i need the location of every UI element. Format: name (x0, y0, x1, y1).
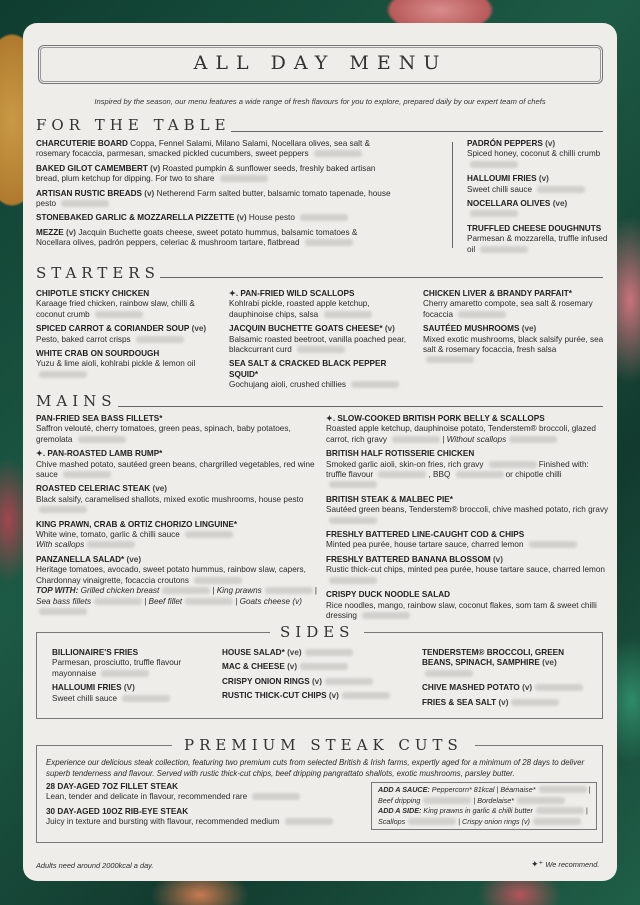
item-description (36, 424, 321, 445)
item-tag: (v) (311, 676, 322, 686)
description-text: Roasted pumpkin & sunflower seeds, freshly baked artisan bread, plum ketchup for dipping. For two to share (36, 163, 376, 184)
menu-item (36, 449, 321, 480)
description-text: Black salsify, caramelised shallots, mixed exotic mushrooms, house pesto (36, 494, 304, 504)
item-name: HALLOUMI FRIES (467, 174, 537, 184)
price-blurred (351, 381, 399, 388)
price-blurred (95, 311, 143, 318)
menu-item (326, 414, 611, 445)
menu-intro: Inspired by the season, our menu features a wide range of fresh flavours for you to explore, prepared daily by our expert team of chefs (94, 97, 546, 106)
price-blurred (458, 311, 506, 318)
description-text: Kohlrabi pickle, roasted apple ketchup, dauphinoise chips, salsa (229, 299, 370, 319)
price-blurred (39, 371, 87, 378)
price-blurred (489, 461, 537, 468)
menu-item (326, 555, 611, 586)
recommended-icon: ✦. (326, 414, 338, 423)
item-description (467, 209, 609, 219)
table-left-column (36, 139, 392, 253)
description-text: Gochujang aioli, crushed chillies (229, 380, 346, 390)
price-blurred (539, 786, 587, 793)
item-name: CRISPY DUCK NOODLE SALAD (326, 590, 451, 600)
menu-item (36, 289, 221, 320)
price-blurred (305, 649, 353, 656)
price-blurred (122, 695, 170, 702)
item-name: SLOW-COOKED BRITISH PORK BELLY & SCALLOPS (337, 414, 545, 423)
menu-item (422, 648, 597, 679)
item-description (229, 380, 414, 390)
item-description (36, 495, 321, 516)
item-name: SPICED CARROT & CORIANDER SOUP (36, 324, 190, 334)
menu-item (326, 530, 611, 551)
mains-column (36, 414, 321, 621)
description-text: Rice noodles, mango, rainbow slaw, coconut flakes, som tam & sweet chilli dressing (326, 600, 597, 620)
addon-option: | Crispy onion rings (v) (458, 816, 530, 826)
description-text: Parmesan, prosciutto, truffle flavour mayonnaise (52, 658, 182, 678)
item-description (229, 335, 414, 356)
item-name: WHITE CRAB ON SOURDOUGH (36, 349, 160, 359)
item-description (326, 540, 611, 550)
item-name: MEZZE (36, 227, 64, 237)
item-name: FRIES & SEA SALT (422, 697, 497, 707)
item-tag: (v) (522, 683, 533, 693)
description-text: Jacquin Buchette goats cheese, sweet potato hummus, balsamic tomatoes & Nocellara olives, padrón peppers, celeriac & mushroom tartare, flatbread (36, 227, 358, 248)
menu-item (36, 213, 392, 223)
addon-label: ADD A SAUCE: (378, 785, 430, 794)
menu-item (36, 139, 392, 160)
item-tag: (ve) (191, 324, 207, 334)
description-text: Yuzu & lime aioli, kohlrabi pickle & lemon oil (36, 359, 196, 369)
price-blurred (517, 797, 565, 804)
item-name: RUSTIC THICK-CUT CHIPS (222, 691, 327, 701)
table-right-column (467, 139, 609, 259)
addon-line (378, 806, 594, 827)
description-text: Sweet chilli sauce (467, 184, 533, 194)
item-description (422, 669, 597, 679)
description-text: Karaage fried chicken, rainbow slaw, chilli & coconut crumb (36, 299, 195, 319)
item-name: CHICKEN LIVER & BRANDY PARFAIT* (423, 289, 572, 298)
item-name: PAN-FRIED SEA BASS FILLETS* (36, 414, 163, 423)
item-description (36, 565, 321, 586)
description-text: Coppa, Fennel Salami, Milano Salami, Nocellara olives, sea salt & rosemary focaccia, parmesan, smacked pickled cucumbers, sweet peppers (36, 139, 370, 159)
price-blurred (509, 436, 557, 443)
item-description (36, 359, 221, 380)
addon-option: King prawns in garlic & chilli butter (423, 806, 533, 815)
item-name: SEA SALT & CRACKED BLACK PEPPER SQUID* (229, 359, 387, 379)
menu-item (422, 683, 597, 693)
addons (378, 785, 594, 827)
price-blurred (378, 471, 426, 478)
menu-item (36, 414, 321, 445)
price-blurred (470, 161, 518, 168)
price-blurred (314, 150, 362, 157)
item-name: ARTISAN RUSTIC BREADS (36, 188, 142, 198)
item-name: PAN-FRIED WILD SCALLOPS (240, 289, 355, 298)
menu-item (36, 164, 392, 185)
price-blurred (425, 670, 473, 677)
top-with-label: TOP WITH: (36, 586, 79, 596)
section-heading-mains: MAINS (36, 392, 117, 410)
menu-item (423, 324, 609, 366)
item-description (46, 792, 346, 802)
item-tag: (v) (538, 174, 549, 184)
description-text: Juicy in texture and bursting with flavour, recommended medium (46, 817, 280, 827)
menu-item (222, 648, 412, 658)
extra-option: | Sea bass fillets (36, 586, 317, 606)
item-tag: (v) (236, 213, 247, 223)
divider (156, 277, 603, 278)
price-blurred (63, 471, 111, 478)
description-text: Spiced honey, coconut & chilli crumb (467, 149, 601, 159)
price-blurred (470, 210, 518, 217)
price-blurred (185, 598, 233, 605)
price-blurred (423, 797, 471, 804)
item-description (423, 299, 609, 320)
addon-option: Peppercorn* 81kcal | Béarnaise* (431, 785, 536, 794)
item-description (326, 505, 611, 526)
description-text: Finished with: truffle flavour (326, 459, 589, 480)
menu-item (229, 324, 414, 355)
description-text: Rustic thick-cut chips, minted pea purée, house tartare sauce, charred lemon (326, 565, 605, 575)
description-text: Pesto, baked carrot crisps (36, 334, 131, 344)
extra-option: | Beef fillet (144, 596, 183, 606)
price-blurred (78, 436, 126, 443)
item-tag: (ve) (287, 648, 302, 657)
description-text: Sweet chilli sauce (52, 693, 118, 703)
description-text: Balsamic roasted beetroot, vanilla poached pear, blackcurrant curd (229, 334, 407, 355)
price-blurred (536, 807, 584, 814)
kcal-note: Adults need around 2000kcal a day. (36, 861, 154, 870)
item-name: CRISPY ONION RINGS (222, 676, 310, 686)
divider (118, 406, 603, 407)
price-blurred (426, 356, 474, 363)
recommended-icon: ✦. (36, 449, 48, 459)
description-text: , BBQ (428, 470, 451, 480)
item-name: CHARCUTERIE BOARD (36, 139, 128, 148)
divider (218, 131, 603, 132)
description-text: Netherend Farm salted butter, balsamic tomato tapenade, house pesto (36, 188, 391, 209)
description-text: Saffron velouté, cherry tomatoes, green peas, spinach, baby potatoes, gremolata (36, 424, 291, 444)
menu-item (467, 199, 609, 220)
item-name: JACQUIN BUCHETTE GOATS CHEESE* (229, 324, 383, 334)
item-tag: (ve) (126, 554, 142, 564)
page-title: ALL DAY MENU (193, 52, 448, 74)
price-blurred (94, 598, 142, 605)
menu-item (467, 139, 609, 170)
price-blurred (39, 506, 87, 513)
price-blurred (305, 239, 353, 246)
description-text: Roasted apple ketchup, dauphinoise potato, Tenderstem® broccoli, glazed carrot, rich gravy (326, 424, 596, 444)
description-text: Sautéed green beans, Tenderstem® broccoli, chive mashed potato, rich gravy (326, 505, 609, 515)
item-description (326, 601, 611, 622)
steak-items (46, 782, 346, 832)
item-description (467, 234, 609, 255)
description-text: Parmesan & mozzarella, truffle infused oil (467, 234, 608, 254)
addon-label: ADD A SIDE: (378, 806, 422, 815)
item-name: TRUFFLED CHEESE DOUGHNUTS (467, 223, 602, 233)
recommend-label: We recommend. (545, 860, 600, 869)
price-blurred (329, 517, 377, 524)
extra-option: | Without scallops (442, 434, 507, 444)
item-name: MAC & CHEESE (222, 662, 285, 672)
starters-column (229, 289, 414, 395)
recommended-icon: ✦. (229, 289, 241, 298)
item-tag: (v) (498, 697, 509, 707)
item-name: PADRÓN PEPPERS (467, 139, 543, 148)
item-name: 28 DAY-AGED 7OZ FILLET STEAK (46, 782, 179, 791)
section-heading-sides: SIDES (270, 623, 364, 641)
description-text: Cherry amaretto compote, sea salt & rosemary focaccia (423, 299, 593, 319)
price-blurred (136, 336, 184, 343)
menu-item (229, 289, 414, 320)
price-blurred (300, 214, 348, 221)
item-name: STONEBAKED GARLIC & MOZZARELLA PIZZETTE (36, 213, 235, 223)
price-blurred (408, 818, 456, 825)
menu-item (423, 289, 609, 320)
price-blurred (342, 692, 390, 699)
price-blurred (220, 175, 268, 182)
price-blurred (511, 699, 559, 706)
price-blurred (185, 531, 233, 538)
menu-item (46, 807, 346, 828)
menu-item (36, 324, 221, 345)
item-name: 30 DAY-AGED 10OZ RIB-EYE STEAK (46, 806, 189, 816)
price-blurred (162, 587, 210, 594)
menu-item (52, 648, 202, 679)
item-tag: (ve) (552, 199, 568, 209)
item-tag: (ve) (542, 658, 557, 668)
item-name: PAN-ROASTED LAMB RUMP* (47, 449, 163, 459)
menu-item (222, 691, 412, 701)
item-name: SAUTÉED MUSHROOMS (423, 324, 520, 334)
addon-option: | Bordelaise* (473, 795, 514, 805)
price-blurred (392, 436, 440, 443)
item-description (36, 299, 221, 320)
price-blurred (39, 608, 87, 615)
menu-item (222, 677, 412, 687)
price-blurred (61, 200, 109, 207)
description-text: Heritage tomatoes, avocado, sweet potato hummus, rainbow slaw, capers, Chardonnay vinaigrette, focaccia croutons (36, 565, 306, 585)
item-tag: (ve) (152, 484, 168, 494)
item-name: KING PRAWN, CRAB & ORTIZ CHORIZO LINGUINE* (36, 519, 238, 529)
item-name: BRITISH STEAK & MALBEC PIE* (326, 494, 453, 504)
item-name: HOUSE SALAD* (222, 648, 285, 657)
sides-column (222, 648, 412, 706)
addon-option: | Beef dripping (378, 785, 591, 805)
price-blurred (537, 186, 585, 193)
item-tag: (v) (545, 139, 556, 148)
item-name: ROASTED CELERIAC STEAK (36, 484, 151, 494)
item-tag: (v) (144, 188, 155, 198)
description-text: House pesto (248, 213, 295, 223)
item-name: BRITISH HALF ROTISSERIE CHICKEN (326, 449, 475, 459)
section-heading-table: FOR THE TABLE (36, 116, 231, 134)
column-divider (452, 142, 453, 248)
menu-item (36, 555, 321, 617)
menu-item (52, 683, 202, 704)
price-blurred (325, 678, 373, 685)
item-description (467, 185, 609, 195)
item-tag: (ve) (521, 324, 537, 334)
item-description (467, 149, 609, 170)
item-description (36, 460, 321, 481)
price-blurred (101, 670, 149, 677)
item-name: PANZANELLA SALAD* (36, 554, 125, 564)
extra-option: | Goats cheese (v) (235, 596, 302, 606)
item-name: TENDERSTEM® BROCCOLI, GREEN BEANS, SPINACH, SAMPHIRE (422, 648, 565, 668)
price-blurred (480, 246, 528, 253)
description-text: Mixed exotic mushrooms, black salsify purée, sea salt & rosemary focaccia, fresh salsa (423, 334, 604, 355)
item-name: CHIPOTLE STICKY CHICKEN (36, 289, 150, 298)
item-tag: (v) (328, 691, 339, 701)
item-description (36, 335, 221, 345)
item-name: CHIVE MASHED POTATO (422, 683, 520, 693)
item-tag: (v) (287, 662, 298, 672)
menu-item (467, 224, 609, 255)
price-blurred (265, 587, 313, 594)
item-tag: (v) (492, 554, 503, 564)
description-text: or chipotle chilli (505, 470, 562, 480)
item-description (52, 694, 202, 704)
menu-item (326, 590, 611, 621)
mains-column (326, 414, 611, 625)
item-name: BAKED GILOT CAMEMBERT (36, 163, 148, 173)
menu-item (222, 662, 412, 672)
addon-line (378, 785, 594, 806)
description-text: White wine, tomato, garlic & chilli sauce (36, 530, 180, 540)
item-tag: (v) (66, 227, 77, 237)
sides-column (52, 648, 202, 708)
price-blurred (285, 818, 333, 825)
price-blurred (535, 684, 583, 691)
menu-item (326, 495, 611, 526)
starters-column (423, 289, 609, 370)
item-extras (36, 586, 321, 617)
price-blurred (87, 541, 135, 548)
description-text: Minted pea purée, house tartare sauce, charred lemon (326, 540, 524, 550)
item-description (36, 530, 321, 540)
price-blurred (529, 541, 577, 548)
item-tag: (v) (384, 324, 395, 334)
item-name: HALLOUMI FRIES (52, 683, 122, 693)
item-description (326, 460, 611, 491)
menu-item (326, 449, 611, 491)
description-text: Smoked garlic aioli, skin-on fries, rich gravy (326, 459, 484, 469)
item-description (52, 658, 202, 679)
price-blurred (297, 346, 345, 353)
extra-option: Grilled chicken breast (80, 586, 160, 596)
price-blurred (362, 612, 410, 619)
item-tag: (v) (150, 163, 161, 173)
item-extras (36, 540, 321, 550)
item-name: FRESHLY BATTERED LINE-CAUGHT COD & CHIPS (326, 530, 525, 540)
extra-option: With scallops (36, 540, 85, 550)
sparkle-icon: ✦⁺ (531, 859, 544, 869)
menu-item (422, 698, 597, 708)
menu-item (36, 228, 392, 249)
addon-option: | Scallops (378, 806, 588, 826)
price-blurred (194, 577, 242, 584)
starters-column (36, 289, 221, 384)
price-blurred (252, 793, 300, 800)
item-description (423, 335, 609, 366)
steak-intro: Experience our delicious steak collection, featuring two premium cuts from selected British & Irish farms, expertly aged for a minimum of 28 days to deliver superb tenderness and flavour. Served with rustic thick-cut chips, beef dripping pangrattato shallots, exotic mushrooms, parsley butter. (46, 758, 585, 778)
menu-item (36, 349, 221, 380)
item-description (326, 565, 611, 586)
price-blurred (329, 481, 377, 488)
description-text: Lean, tender and delicate in flavour, recommended rare (46, 792, 248, 802)
price-blurred (456, 471, 504, 478)
menu-item (36, 189, 392, 210)
item-name: FRESHLY BATTERED BANANA BLOSSOM (326, 554, 491, 564)
section-heading-steak: PREMIUM STEAK CUTS (172, 736, 475, 754)
menu-item (36, 484, 321, 515)
item-description (229, 299, 414, 320)
recommend-legend (531, 859, 599, 870)
description-text: Chive mashed potato, sautéed green beans, chargrilled vegetables, red wine sauce (36, 459, 315, 480)
menu-item (36, 520, 321, 551)
menu-item (229, 359, 414, 390)
item-description (46, 817, 346, 827)
section-heading-starters: STARTERS (36, 264, 160, 282)
menu-item (467, 174, 609, 195)
item-name: NOCELLARA OLIVES (467, 199, 551, 209)
extra-option: | King prawns (212, 586, 262, 596)
item-description (326, 424, 611, 445)
price-blurred (329, 577, 377, 584)
price-blurred (324, 311, 372, 318)
item-tag: (V) (123, 683, 135, 693)
price-blurred (533, 818, 581, 825)
item-name: BILLIONAIRE'S FRIES (52, 648, 139, 657)
menu-item (46, 782, 346, 803)
sides-column (422, 648, 597, 712)
price-blurred (300, 663, 348, 670)
